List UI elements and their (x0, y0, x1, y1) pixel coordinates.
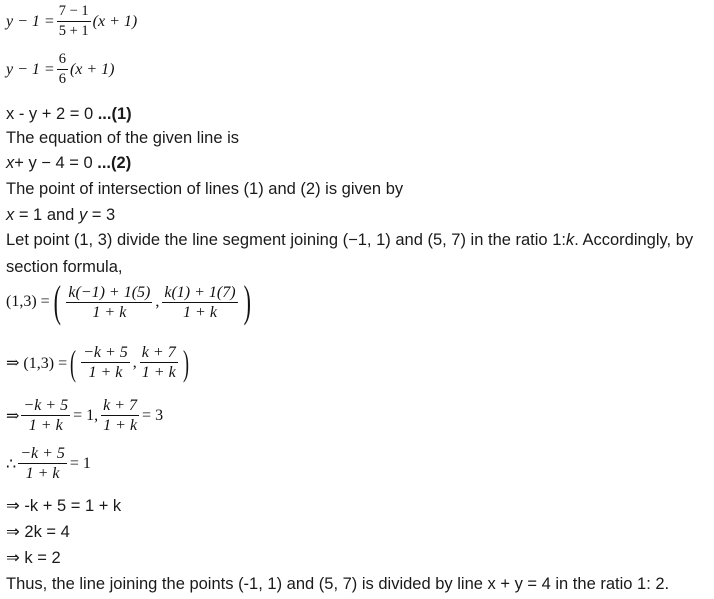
fraction-numerator: −k + 5 (20, 445, 65, 462)
text-span: Let point (1, 3) divide the line segment joining (−1, 1) and (5, 7) in the ratio 1: (6, 231, 566, 249)
equation-lhs: y − 1 = (6, 60, 55, 78)
text-line-step-1: ⇒ -k + 5 = 1 + k (6, 497, 122, 515)
equation-text: = 1 (69, 454, 91, 472)
fraction-denominator: 1 + k (141, 364, 176, 381)
equation-tag: ...(2) (97, 154, 132, 172)
fraction (57, 3, 91, 40)
text-line-conclusion: Thus, the line joining the points (-1, 1) and (5, 7) is divided by line x + y = 4 in the ratio 1: 2. (6, 575, 670, 593)
fraction (18, 445, 67, 482)
fraction-denominator: 1 + k (28, 417, 63, 434)
fraction-denominator: 1 + k (103, 417, 138, 434)
equation-text: + y − 4 = 0 (14, 154, 98, 172)
fraction-numerator: k(−1) + 1(5) (68, 283, 151, 301)
equation-text: = 3 (142, 406, 164, 424)
equation-equate-coordinates (6, 397, 164, 434)
equation-section-formula (6, 277, 254, 326)
implies-arrow: ⇒ (6, 407, 20, 425)
fraction-numerator: 7 − 1 (57, 3, 91, 22)
equation-slope-substitution (6, 3, 137, 40)
text-span: = 1 and (14, 206, 79, 224)
equation-section-simplified (6, 344, 192, 381)
equation-therefore (6, 445, 92, 482)
fraction-denominator: 1 + k (183, 303, 217, 321)
fraction-numerator: k(1) + 1(7) (164, 283, 236, 301)
fraction (57, 51, 68, 88)
equation-text: = 1, (73, 406, 99, 424)
variable-x: x (6, 206, 15, 224)
equation-rhs: (x + 1) (69, 60, 115, 78)
left-paren: ( (70, 342, 77, 383)
text-line-intersection: The point of intersection of lines (1) and (2) is given by (6, 180, 404, 198)
fraction-numerator: k + 7 (103, 397, 138, 414)
fraction-numerator: −k + 5 (83, 344, 128, 361)
variable-y: y (78, 206, 88, 224)
right-paren: ) (182, 342, 189, 383)
comma: , (155, 293, 160, 310)
equation-lhs: y − 1 = (6, 12, 55, 30)
fraction-numerator: k + 7 (141, 344, 176, 361)
left-paren: ( (53, 277, 61, 326)
text-line-intersection-values (6, 205, 115, 225)
right-paren: ) (243, 277, 251, 326)
fraction (140, 344, 178, 381)
text-line-given-line: The equation of the given line is (6, 129, 239, 147)
fraction-denominator: 1 + k (92, 303, 127, 321)
fraction-denominator: 5 + 1 (58, 23, 89, 39)
text-span: . Accordingly, by section formula, (6, 231, 694, 276)
equation-lhs: (1,3) = (6, 293, 50, 310)
text-line-equation-2 (6, 153, 131, 173)
fraction (162, 284, 237, 321)
text-line-equation-1 (6, 104, 132, 124)
variable-k: k (565, 231, 575, 249)
equation-rhs: (x + 1) (92, 12, 138, 30)
text-line-section-formula (6, 227, 711, 281)
equation-tag: ...(1) (97, 105, 132, 123)
fraction (21, 397, 70, 434)
fraction (81, 344, 130, 381)
variable-x: x (6, 154, 15, 172)
fraction-denominator: 1 + k (25, 465, 60, 482)
fraction-numerator: 6 (57, 51, 68, 70)
fraction-denominator: 1 + k (88, 364, 123, 381)
text-line-step-2: ⇒ 2k = 4 (6, 523, 70, 541)
text-span: = 3 (87, 206, 116, 224)
fraction (66, 284, 152, 321)
comma: , (132, 353, 137, 371)
equation-lhs: ⇒ (1,3) = (6, 354, 68, 372)
therefore-symbol: ∴ (6, 455, 17, 473)
fraction-denominator: 6 (58, 71, 66, 87)
text-line-step-3: ⇒ k = 2 (6, 549, 61, 567)
equation-text: x - y + 2 = 0 (6, 105, 98, 123)
equation-slope-simplified (6, 51, 115, 88)
fraction (101, 397, 139, 434)
fraction-numerator: −k + 5 (23, 397, 69, 414)
